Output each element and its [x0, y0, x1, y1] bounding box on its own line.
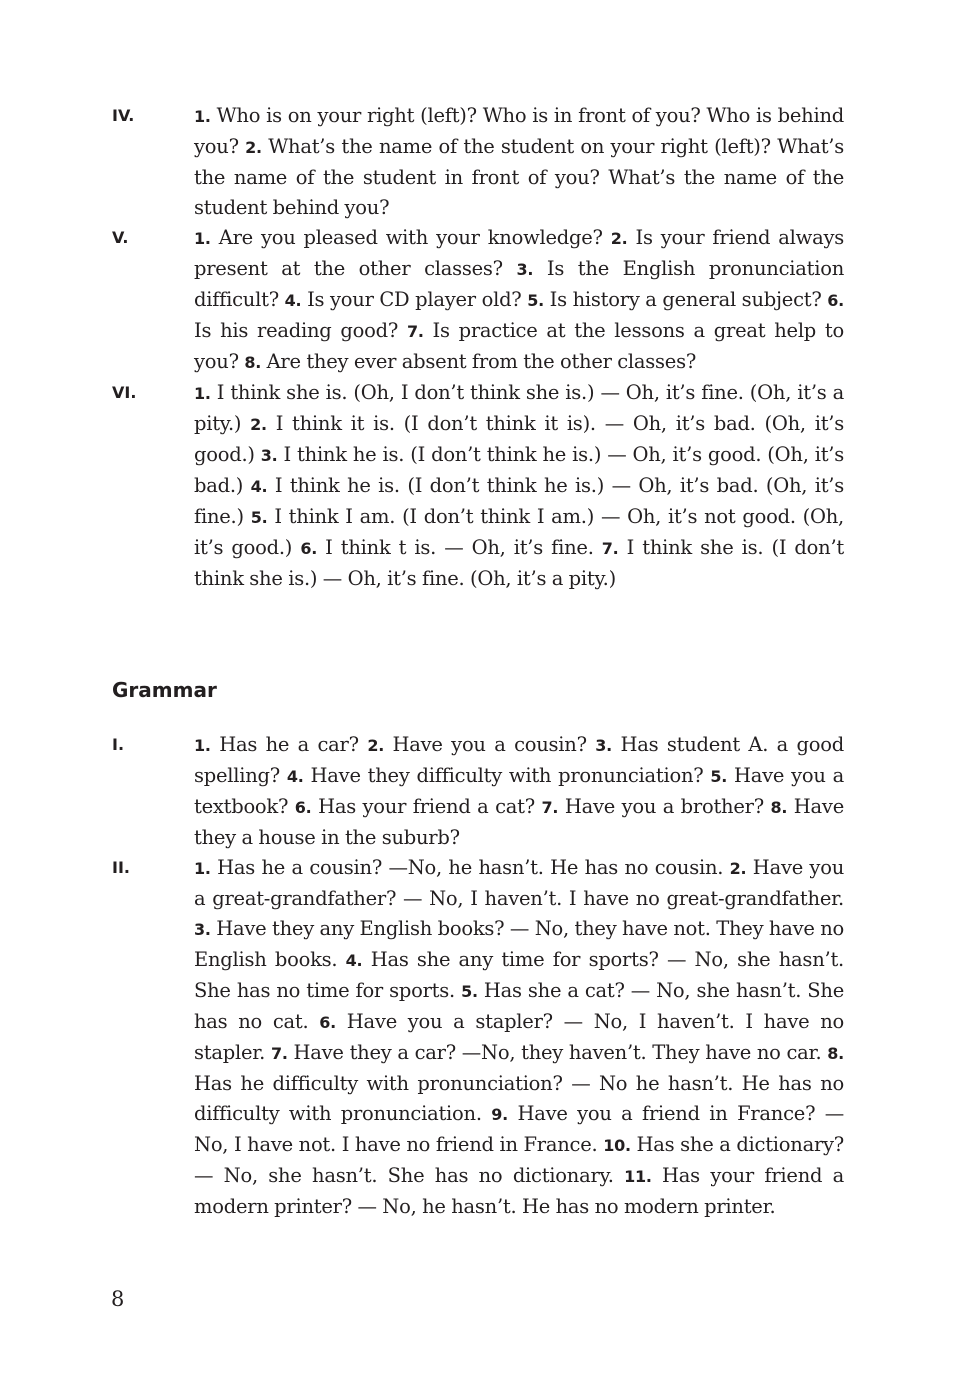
item-number: 6.: [319, 1013, 336, 1032]
item-number: 3.: [194, 920, 211, 939]
item-text: Has student A. a good spelling?: [194, 733, 844, 787]
item-text: Has she any time for sports? — No, she hasn’t. She has no time for sports.: [194, 948, 844, 1002]
item-number: 1.: [194, 229, 211, 248]
item-text: Has he difficulty with pronunciation? — No he hasn’t. He has no difficulty with pronunciation.: [194, 1072, 844, 1125]
item-text: I think I am. (I don’t think I am.) — Oh, it’s not good. (Oh, it’s good.): [194, 505, 844, 559]
item-text: Have you a textbook?: [194, 764, 844, 818]
item-number: 5.: [710, 767, 728, 786]
item-number: 2.: [245, 138, 262, 157]
item-text: What’s the name of the student on your right (left)? What’s the name of the student in front of you? What’s the name of the student behind you?: [194, 135, 844, 219]
item-number: 2.: [729, 859, 747, 878]
exercise-i: [112, 730, 844, 853]
item-text: Is practice at the lessons a great help to you?: [194, 319, 844, 373]
exercise-text: [194, 223, 844, 378]
item-text: Have you a brother?: [558, 795, 771, 818]
item-number: 4.: [250, 477, 268, 496]
exercise-ii: [112, 853, 844, 1222]
item-text: Has he a car?: [210, 733, 368, 756]
item-number: 8.: [770, 798, 788, 817]
item-number: 2.: [367, 736, 385, 755]
exercise-text: [194, 730, 844, 853]
item-text: Have you a friend in France? — No, I have not. I have no friend in France.: [194, 1102, 844, 1156]
item-text: Are you pleased with your knowledge?: [210, 226, 611, 249]
exercise-label: V.: [112, 228, 129, 247]
item-text: I think it is. (I don’t think it is). — Oh, it’s bad. (Oh, it’s good.): [194, 412, 844, 466]
item-text: Is his reading good?: [194, 319, 407, 342]
item-text: Is your CD player old?: [301, 288, 528, 311]
item-text: Have they difficulty with pronunciation?: [303, 764, 711, 787]
item-number: 11.: [624, 1167, 652, 1186]
item-text: Is history a general subject?: [543, 288, 828, 311]
item-text: Have they a car? —No, they haven’t. They have no car.: [287, 1041, 828, 1064]
exercise-v: [112, 223, 844, 378]
item-text: Have they a house in the suburb?: [194, 795, 844, 849]
exercise-text: [194, 101, 844, 223]
item-number: 2.: [250, 415, 267, 434]
item-number: 8.: [244, 353, 262, 372]
item-number: 3.: [595, 736, 613, 755]
item-number: 6.: [294, 798, 312, 817]
item-number: 1.: [194, 384, 211, 403]
item-text: Are they ever absent from the other classes?: [261, 350, 697, 373]
item-number: 7.: [270, 1044, 288, 1063]
item-text: Have you a stapler? — No, I haven’t. I have no stapler.: [194, 1010, 845, 1064]
item-number: 6.: [827, 291, 844, 310]
item-text: Have you a great-grandfather? — No, I haven’t. I have no great-grandfather.: [194, 856, 845, 910]
item-number: 6.: [300, 539, 318, 558]
item-text: I think t is. — Oh, it’s fine.: [317, 536, 602, 559]
item-number: 1.: [194, 736, 211, 755]
item-text: Has she a dictionary? — No, she hasn’t. She has no dictionary.: [194, 1133, 845, 1187]
item-number: 1.: [194, 107, 211, 126]
item-text: Who is on your right (left)? Who is in front of you? Who is behind you?: [194, 104, 844, 158]
answers-top-section: [112, 101, 844, 594]
item-text: Has he a cousin? —No, he hasn’t. He has no cousin.: [210, 856, 730, 879]
exercise-iv: [112, 101, 844, 223]
item-number: 3.: [516, 260, 534, 279]
item-text: Is your friend always present at the other classes?: [194, 226, 845, 280]
item-number: 4.: [284, 291, 302, 310]
item-number: 5.: [527, 291, 544, 310]
item-number: 8.: [827, 1044, 845, 1063]
item-number: 7.: [406, 322, 424, 341]
item-number: 1.: [194, 859, 211, 878]
item-number: 5.: [461, 982, 478, 1001]
exercise-vi: [112, 378, 844, 594]
item-number: 10.: [603, 1136, 631, 1155]
item-text: Have you a cousin?: [384, 733, 596, 756]
item-text: Has your friend a cat?: [311, 795, 542, 818]
item-text: I think she is. (I don’t think she is.) — Oh, it’s fine. (Oh, it’s a pity.): [194, 536, 844, 590]
exercise-text: [194, 378, 844, 594]
item-number: 4.: [286, 767, 304, 786]
exercise-text: [194, 853, 844, 1222]
item-number: 5.: [250, 508, 268, 527]
item-text: I think he is. (I don’t think he is.) — Oh, it’s bad. (Oh, it’s fine.): [194, 474, 845, 528]
item-text: I think he is. (I don’t think he is.) — Oh, it’s good. (Oh, it’s bad.): [194, 443, 844, 497]
item-number: 3.: [260, 446, 278, 465]
exercise-label: II.: [112, 858, 130, 877]
item-text: Has she a cat? — No, she hasn’t. She has no cat.: [194, 979, 844, 1033]
item-number: 2.: [610, 229, 628, 248]
item-number: 7.: [541, 798, 559, 817]
item-number: 4.: [345, 951, 363, 970]
item-text: Have they any English books? — No, they have not. They have no English books.: [194, 917, 844, 971]
exercise-label: IV.: [112, 106, 135, 125]
item-text: I think she is. (Oh, I don’t think she is.) — Oh, it’s fine. (Oh, it’s a pity.): [194, 381, 844, 435]
exercise-label: VI.: [112, 383, 137, 402]
item-text: Has your friend a modern printer? — No, he hasn’t. He has no modern printer.: [194, 1164, 845, 1218]
item-number: 9.: [491, 1105, 508, 1124]
exercise-label: I.: [112, 735, 125, 754]
section-heading-grammar: Grammar: [112, 678, 217, 702]
item-text: Is the English pronunciation difficult?: [194, 257, 844, 311]
grammar-section: [112, 730, 844, 1222]
item-number: 7.: [601, 539, 619, 558]
page-number: 8: [111, 1287, 125, 1311]
